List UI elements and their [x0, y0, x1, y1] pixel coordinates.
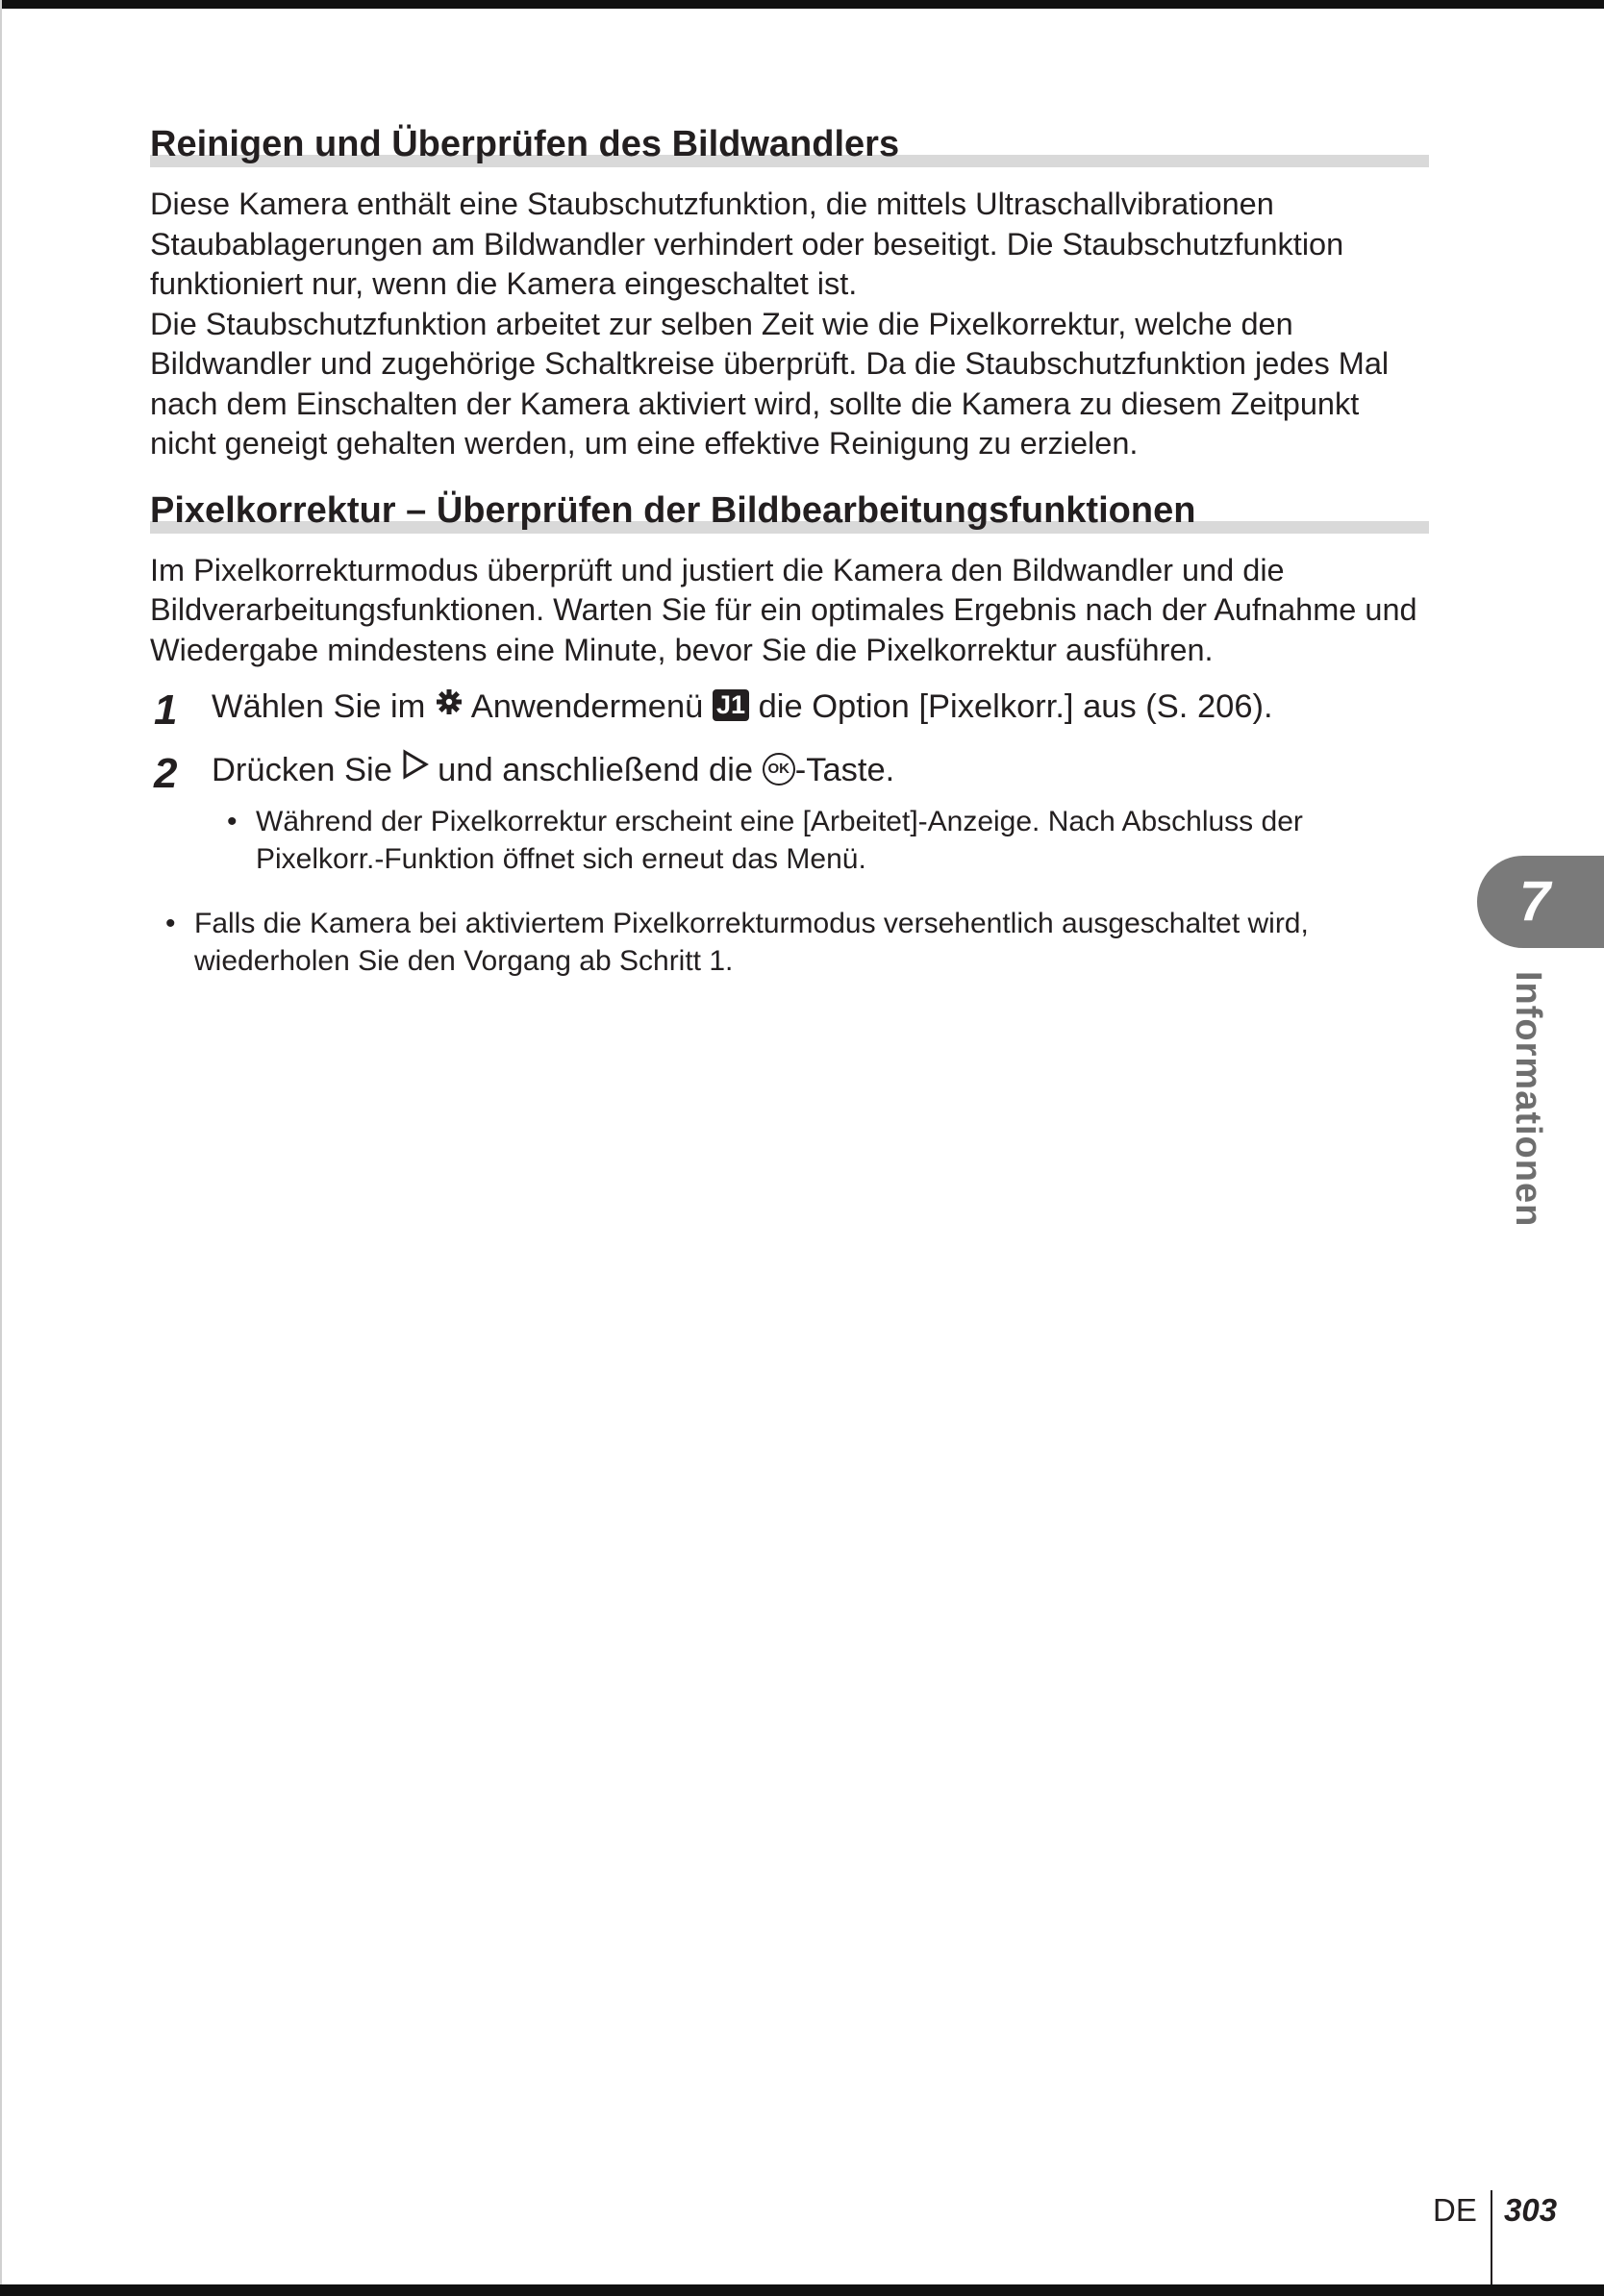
page-number: 303 — [1504, 2192, 1558, 2228]
step-text-a: Drücken Sie — [212, 751, 392, 788]
chapter-number: 7 — [1518, 870, 1551, 933]
step-1 — [150, 686, 1429, 734]
step-text-b: und anschließend die — [438, 751, 754, 788]
footer-language: DE — [1433, 2192, 1477, 2228]
page-content — [150, 123, 1429, 980]
footer-separator — [1491, 2190, 1492, 2284]
step-2 — [150, 749, 1429, 797]
step-text-a: Wählen Sie im — [212, 688, 426, 725]
step-number: 1 — [154, 686, 178, 734]
section-heading-cleaning — [150, 123, 1429, 177]
play-triangle-icon — [402, 748, 429, 790]
note-text: Falls die Kamera bei aktiviertem Pixelkorrekturmodus versehentlich ausgeschaltet wird, wiederholen Sie den Vorgang ab Schritt 1. — [194, 907, 1309, 977]
ok-button-icon: OK — [763, 753, 795, 786]
step-2-bullet — [227, 803, 1419, 878]
note-bullet — [165, 905, 1435, 980]
bullet-dot: • — [165, 907, 176, 939]
page-bottom-border — [0, 2284, 1604, 2296]
step-text-b: Anwendermenü — [470, 688, 704, 725]
step-text-c: die Option [Pixelkorr.] aus (S. 206). — [758, 688, 1273, 725]
page-top-border — [0, 0, 1604, 9]
gear-icon — [435, 685, 464, 727]
paragraph-dust-timing: Die Staubschutzfunktion arbeitet zur selben Zeit wie die Pixelkorrektur, welche den Bildwandler und zugehörige Schaltkreise überprüft. Da die Staubschutzfunktion jedes Mal nach dem Einschalten der Kamera aktiviert wird, sollte die Kamera zu diesem Zeitpunkt nicht geneigt gehalten werden, um eine effektive Reinigung zu erzielen. — [150, 306, 1390, 461]
paragraph-pixel-mapping: Im Pixelkorrekturmodus überprüft und justiert die Kamera den Bildwandler und die Bildverarbeitungsfunktionen. Warten Sie für ein optimales Ergebnis nach der Aufnahme und Wiedergabe mindestens eine Minute, bevor Sie die Pixelkorrektur ausführen. — [150, 552, 1417, 667]
chapter-label: Informationen — [1508, 971, 1548, 1228]
menu-tab-badge: J1 — [713, 689, 749, 721]
step-number: 2 — [154, 749, 178, 797]
paragraph-dust-reduction: Diese Kamera enthält eine Staubschutzfunktion, die mittels Ultraschallvibrationen Staubablagerungen am Bildwandler verhindert oder beseitigt. Die Staubschutzfunktion funktioniert nur, wenn die Kamera eingeschaltet ist. — [150, 187, 1344, 301]
heading-text: Reinigen und Überprüfen des Bildwandlers — [150, 124, 900, 164]
bullet-text: Während der Pixelkorrektur erscheint eine [Arbeitet]-Anzeige. Nach Abschluss der Pixelkorr.-Funktion öffnet sich erneut das Menü. — [256, 805, 1303, 875]
step-text-c: -Taste. — [794, 751, 895, 788]
section-heading-pixel-mapping — [150, 489, 1429, 543]
bullet-dot: • — [227, 805, 238, 837]
page-left-border — [0, 0, 2, 2296]
heading-text: Pixelkorrektur – Überprüfen der Bildbearbeitungsfunktionen — [150, 489, 1196, 531]
